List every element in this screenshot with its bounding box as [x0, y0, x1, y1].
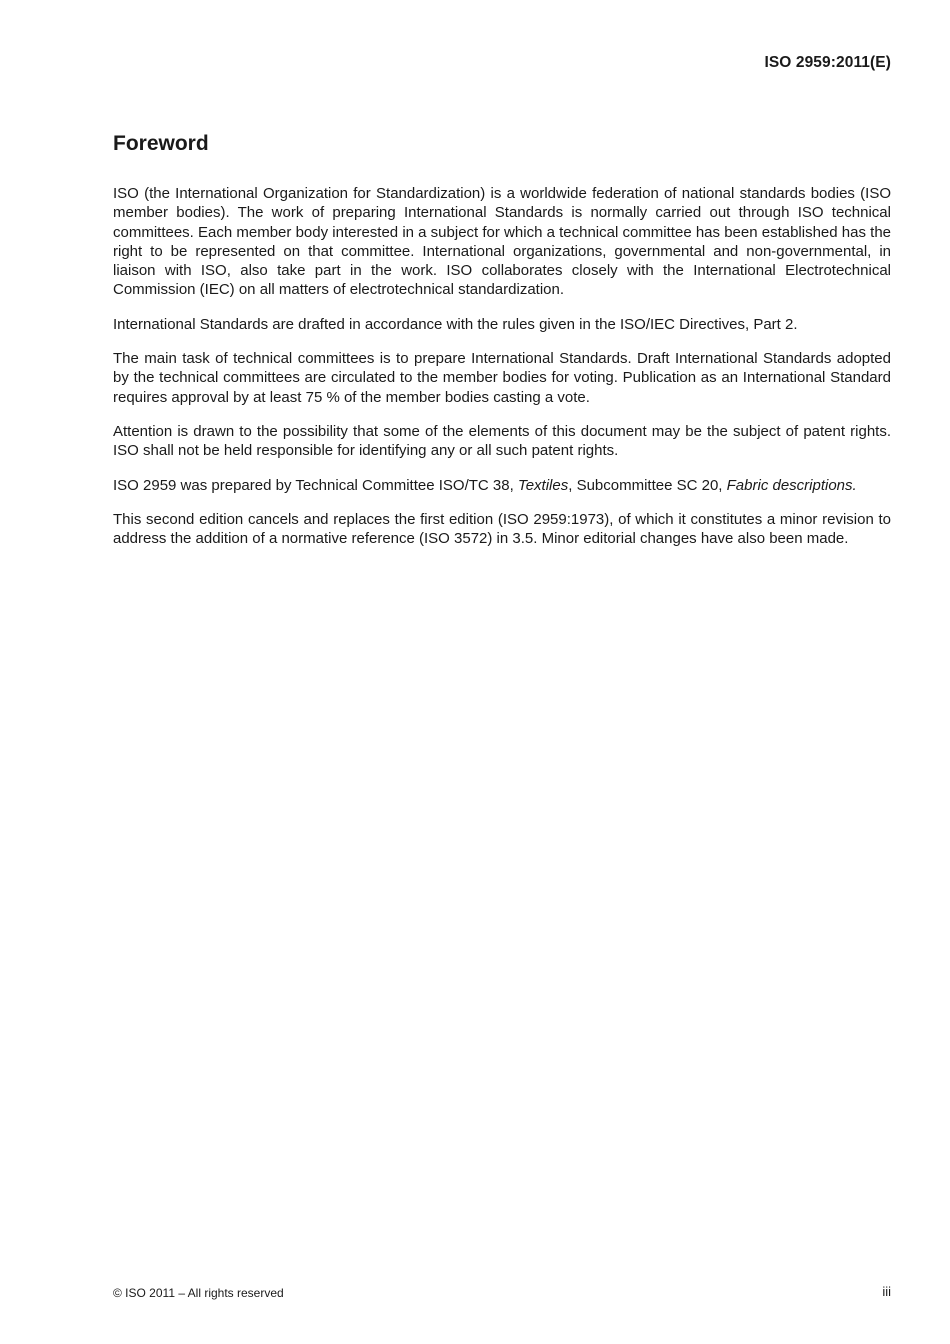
foreword-section: [113, 129, 891, 563]
section-title: Foreword: [113, 132, 209, 155]
page-number: iii: [882, 1284, 891, 1299]
committee-name: Textiles: [517, 476, 569, 494]
paragraph-6: This second edition cancels and replaces the first edition (ISO 2959:1973), of which it constitutes a minor revision to address the addition of a normative reference (ISO 3572) in 3.5. Minor editorial changes have also been made.: [113, 510, 891, 548]
paragraph-5: [113, 476, 891, 495]
paragraph-5-middle: , Subcommittee SC 20,: [568, 476, 727, 494]
paragraph-5-prefix: ISO 2959 was prepared by Technical Committee ISO/TC 38,: [113, 476, 518, 494]
subcommittee-name: Fabric descriptions.: [726, 476, 857, 494]
document-id: ISO 2959:2011(E): [764, 54, 891, 71]
paragraph-4: Attention is drawn to the possibility that some of the elements of this document may be the subject of patent rights. ISO shall not be held responsible for identifying any or all such patent rights.: [113, 422, 891, 460]
copyright-notice: © ISO 2011 – All rights reserved: [113, 1286, 284, 1300]
paragraph-3: The main task of technical committees is to prepare International Standards. Draft International Standards adopted by the technical committees are circulated to the member bodies for voting. Publication as an International Standard requires approval by at least 75 % of the member bodies casting a vote.: [113, 350, 891, 406]
paragraph-1: ISO (the International Organization for Standardization) is a worldwide federation of national standards bodies (ISO member bodies). The work of preparing International Standards is normally carried out through ISO technical committees. Each member body interested in a subject for which a technical committee has been established has the right to be represented on that committee. International organizations, governmental and non-governmental, in liaison with ISO, also take part in the work. ISO collaborates closely with the International Electrotechnical Commission (IEC) on all matters of electrotechnical standardization.: [113, 185, 891, 299]
paragraph-2: International Standards are drafted in accordance with the rules given in the ISO/IEC Directives, Part 2.: [113, 315, 798, 333]
